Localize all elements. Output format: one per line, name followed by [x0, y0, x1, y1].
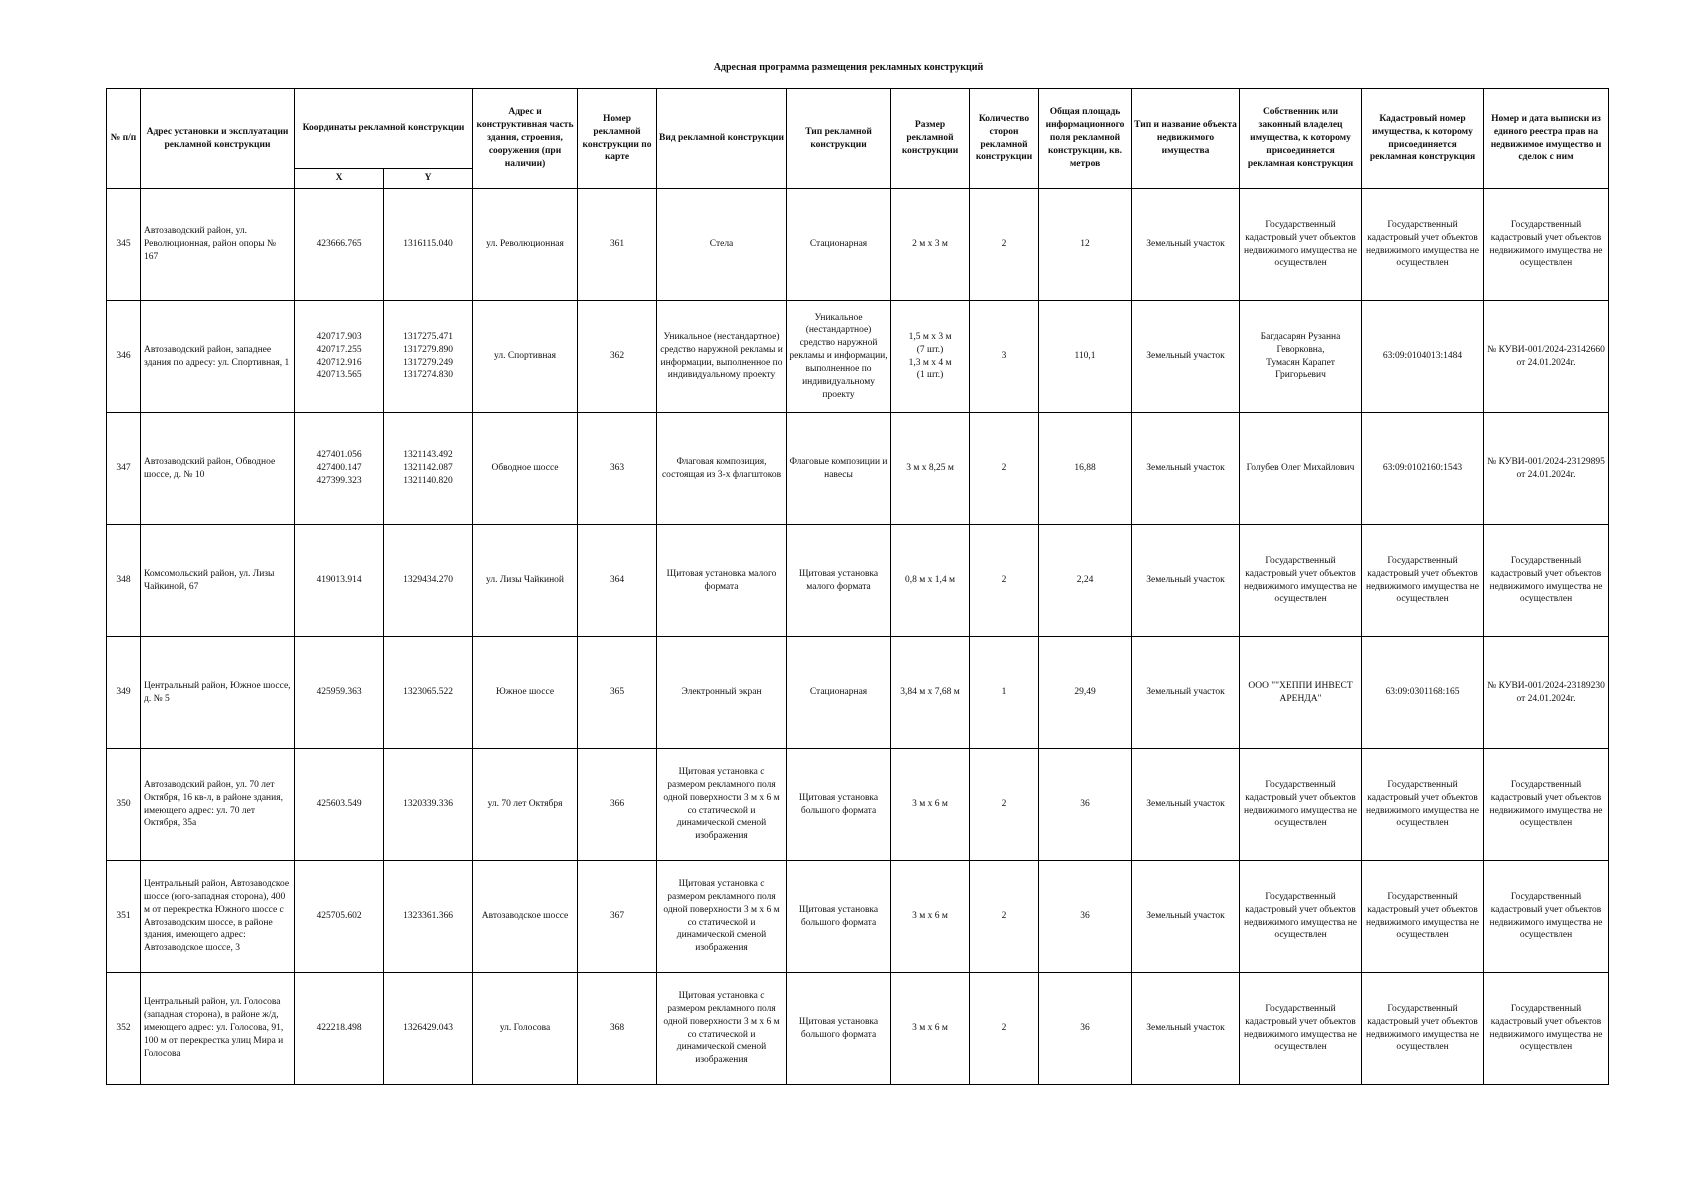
cell-object: Земельный участок [1132, 301, 1240, 413]
cell-cadastral: Государственный кадастровый учет объектов недвижимого имущества не осуществлен [1362, 973, 1484, 1085]
table-row [107, 861, 1609, 973]
cell-object: Земельный участок [1132, 413, 1240, 525]
header-coords: Координаты рекламной конструкции [295, 89, 473, 169]
cell-x: 425705.602 [295, 861, 384, 973]
cell-building: Южное шоссе [473, 637, 578, 749]
cell-num: 345 [107, 189, 141, 301]
cell-owner: Государственный кадастровый учет объектов недвижимого имущества не осуществлен [1240, 973, 1362, 1085]
cell-map-num: 362 [578, 301, 657, 413]
cell-x: 423666.765 [295, 189, 384, 301]
cell-address: Автозаводский район, Обводное шоссе, д. № 10 [141, 413, 295, 525]
header-map-num: Номер рекламной конструкции по карте [578, 89, 657, 189]
cell-type: Стационарная [787, 637, 891, 749]
cell-address: Автозаводский район, западнее здания по адресу: ул. Спортивная, 1 [141, 301, 295, 413]
cell-size: 3 м х 6 м [891, 973, 970, 1085]
cell-kind: Щитовая установка малого формата [657, 525, 787, 637]
cell-area: 36 [1039, 973, 1132, 1085]
table-row [107, 413, 1609, 525]
cell-object: Земельный участок [1132, 189, 1240, 301]
table-row [107, 525, 1609, 637]
header-sides: Количество сторон рекламной конструкции [970, 89, 1039, 189]
cell-address: Центральный район, ул. Голосова (западная сторона), в районе ж/д, имеющего адрес: ул. Голосова, 91, 100 м от перекрестка улиц Мира и Голосова [141, 973, 295, 1085]
cell-extract: № КУВИ-001/2024-23142660 от 24.01.2024г. [1484, 301, 1609, 413]
cell-building: ул. Голосова [473, 973, 578, 1085]
cell-kind: Щитовая установка с размером рекламного поля одной поверхности 3 м х 6 м со статической и динамической сменой изображения [657, 861, 787, 973]
cell-type: Уникальное (нестандартное) средство наружной рекламы и информации, выполненное по индивидуальному проекту [787, 301, 891, 413]
cell-sides: 2 [970, 973, 1039, 1085]
cell-extract: Государственный кадастровый учет объектов недвижимого имущества не осуществлен [1484, 861, 1609, 973]
cell-owner: Багдасарян Рузанна Геворковна, Тумасян Карапет Григорьевич [1240, 301, 1362, 413]
cell-x: 425603.549 [295, 749, 384, 861]
cell-num: 349 [107, 637, 141, 749]
cell-building: ул. Лизы Чайкиной [473, 525, 578, 637]
cell-size: 1,5 м х 3 м (7 шт.) 1,3 м х 4 м (1 шт.) [891, 301, 970, 413]
cell-address: Центральный район, Южное шоссе, д. № 5 [141, 637, 295, 749]
cell-map-num: 368 [578, 973, 657, 1085]
cell-address: Автозаводский район, ул. 70 лет Октября, 16 кв-л, в районе здания, имеющего адрес: ул. 70 лет Октября, 35а [141, 749, 295, 861]
header-cadastral: Кадастровый номер имущества, к которому присоединяется рекламная конструкция [1362, 89, 1484, 189]
cell-object: Земельный участок [1132, 525, 1240, 637]
header-size: Размер рекламной конструкции [891, 89, 970, 189]
cell-building: ул. 70 лет Октября [473, 749, 578, 861]
header-x: X [295, 169, 384, 189]
cell-address: Центральный район, Автозаводское шоссе (юго-западная сторона), 400 м от перекрестка Южного шоссе с Автозаводским шоссе, в районе здания, имеющего адрес: Автозаводское шоссе, 3 [141, 861, 295, 973]
cell-size: 2 м х 3 м [891, 189, 970, 301]
cell-type: Щитовая установка малого формата [787, 525, 891, 637]
cell-type: Щитовая установка большого формата [787, 861, 891, 973]
cell-cadastral: Государственный кадастровый учет объектов недвижимого имущества не осуществлен [1362, 189, 1484, 301]
header-extract: Номер и дата выписки из единого реестра прав на недвижимое имущество и сделок с ним [1484, 89, 1609, 189]
cell-kind: Флаговая композиция, состоящая из 3-х флагштоков [657, 413, 787, 525]
cell-area: 2,24 [1039, 525, 1132, 637]
cell-cadastral: Государственный кадастровый учет объектов недвижимого имущества не осуществлен [1362, 749, 1484, 861]
cell-sides: 1 [970, 637, 1039, 749]
cell-type: Щитовая установка большого формата [787, 749, 891, 861]
cell-object: Земельный участок [1132, 861, 1240, 973]
cell-owner: Государственный кадастровый учет объектов недвижимого имущества не осуществлен [1240, 189, 1362, 301]
cell-y: 1321143.492 1321142.087 1321140.820 [384, 413, 473, 525]
header-owner: Собственник или законный владелец имущества, к которому присоединяется рекламная конструкция [1240, 89, 1362, 189]
cell-object: Земельный участок [1132, 749, 1240, 861]
header-type: Тип рекламной конструкции [787, 89, 891, 189]
cell-building: ул. Спортивная [473, 301, 578, 413]
cell-x: 419013.914 [295, 525, 384, 637]
cell-area: 29,49 [1039, 637, 1132, 749]
header-building: Адрес и конструктивная часть здания, строения, сооружения (при наличии) [473, 89, 578, 189]
header-area: Общая площадь информационного поля рекламной конструкции, кв. метров [1039, 89, 1132, 189]
header-y: Y [384, 169, 473, 189]
cell-cadastral: Государственный кадастровый учет объектов недвижимого имущества не осуществлен [1362, 525, 1484, 637]
cell-type: Щитовая установка большого формата [787, 973, 891, 1085]
header-object: Тип и название объекта недвижимого имущества [1132, 89, 1240, 189]
table-row [107, 973, 1609, 1085]
cell-x: 422218.498 [295, 973, 384, 1085]
cell-size: 3 м х 6 м [891, 749, 970, 861]
cell-owner: Государственный кадастровый учет объектов недвижимого имущества не осуществлен [1240, 749, 1362, 861]
table-row [107, 637, 1609, 749]
cell-map-num: 363 [578, 413, 657, 525]
table-row [107, 301, 1609, 413]
cell-kind: Стела [657, 189, 787, 301]
cell-cadastral: 63:09:0102160:1543 [1362, 413, 1484, 525]
cell-num: 351 [107, 861, 141, 973]
cell-num: 350 [107, 749, 141, 861]
cell-kind: Щитовая установка с размером рекламного поля одной поверхности 3 м х 6 м со статической и динамической сменой изображения [657, 973, 787, 1085]
cell-extract: Государственный кадастровый учет объектов недвижимого имущества не осуществлен [1484, 189, 1609, 301]
cell-y: 1323361.366 [384, 861, 473, 973]
cell-building: ул. Революционная [473, 189, 578, 301]
cell-owner: ООО ""ХЕППИ ИНВЕСТ АРЕНДА" [1240, 637, 1362, 749]
cell-area: 36 [1039, 749, 1132, 861]
cell-building: Автозаводское шоссе [473, 861, 578, 973]
cell-sides: 2 [970, 525, 1039, 637]
header-num: № п/п [107, 89, 141, 189]
cell-kind: Щитовая установка с размером рекламного поля одной поверхности 3 м х 6 м со статической и динамической сменой изображения [657, 749, 787, 861]
cell-y: 1316115.040 [384, 189, 473, 301]
table-row [107, 749, 1609, 861]
cell-x: 420717.903 420717.255 420712.916 420713.565 [295, 301, 384, 413]
cell-num: 346 [107, 301, 141, 413]
cell-x: 427401.056 427400.147 427399.323 [295, 413, 384, 525]
cell-y: 1329434.270 [384, 525, 473, 637]
cell-extract: № КУВИ-001/2024-23189230 от 24.01.2024г. [1484, 637, 1609, 749]
cell-area: 36 [1039, 861, 1132, 973]
cell-area: 16,88 [1039, 413, 1132, 525]
document-title: Адресная программа размещения рекламных конструкций [713, 62, 984, 73]
cell-y: 1323065.522 [384, 637, 473, 749]
cell-y: 1320339.336 [384, 749, 473, 861]
cell-owner: Голубев Олег Михайлович [1240, 413, 1362, 525]
cell-y: 1317275.471 1317279.890 1317279.249 1317274.830 [384, 301, 473, 413]
cell-size: 3 м х 8,25 м [891, 413, 970, 525]
cell-size: 3,84 м х 7,68 м [891, 637, 970, 749]
cell-map-num: 366 [578, 749, 657, 861]
cell-size: 3 м х 6 м [891, 861, 970, 973]
table-header-row [107, 89, 1609, 169]
cell-map-num: 367 [578, 861, 657, 973]
cell-y: 1326429.043 [384, 973, 473, 1085]
cell-object: Земельный участок [1132, 637, 1240, 749]
cell-owner: Государственный кадастровый учет объектов недвижимого имущества не осуществлен [1240, 525, 1362, 637]
cell-cadastral: 63:09:0301168:165 [1362, 637, 1484, 749]
header-address: Адрес установки и эксплуатации рекламной конструкции [141, 89, 295, 189]
cell-object: Земельный участок [1132, 973, 1240, 1085]
cell-x: 425959.363 [295, 637, 384, 749]
cell-address: Автозаводский район, ул. Революционная, район опоры № 167 [141, 189, 295, 301]
cell-kind: Уникальное (нестандартное) средство наружной рекламы и информации, выполненное по индивидуальному проекту [657, 301, 787, 413]
cell-type: Флаговые композиции и навесы [787, 413, 891, 525]
cell-num: 347 [107, 413, 141, 525]
cell-map-num: 361 [578, 189, 657, 301]
cell-address: Комсомольский район, ул. Лизы Чайкиной, 67 [141, 525, 295, 637]
cell-sides: 2 [970, 861, 1039, 973]
cell-area: 110,1 [1039, 301, 1132, 413]
cell-num: 348 [107, 525, 141, 637]
cell-map-num: 364 [578, 525, 657, 637]
cell-building: Обводное шоссе [473, 413, 578, 525]
cell-type: Стационарная [787, 189, 891, 301]
cell-extract: № КУВИ-001/2024-23129895 от 24.01.2024г. [1484, 413, 1609, 525]
cell-sides: 2 [970, 749, 1039, 861]
cell-sides: 2 [970, 413, 1039, 525]
cell-cadastral: Государственный кадастровый учет объектов недвижимого имущества не осуществлен [1362, 861, 1484, 973]
cell-num: 352 [107, 973, 141, 1085]
cell-sides: 3 [970, 301, 1039, 413]
advertising-program-table [106, 88, 1609, 1085]
cell-cadastral: 63:09:0104013:1484 [1362, 301, 1484, 413]
cell-area: 12 [1039, 189, 1132, 301]
table-row [107, 189, 1609, 301]
cell-size: 0,8 м х 1,4 м [891, 525, 970, 637]
cell-owner: Государственный кадастровый учет объектов недвижимого имущества не осуществлен [1240, 861, 1362, 973]
cell-sides: 2 [970, 189, 1039, 301]
cell-extract: Государственный кадастровый учет объектов недвижимого имущества не осуществлен [1484, 525, 1609, 637]
cell-map-num: 365 [578, 637, 657, 749]
cell-extract: Государственный кадастровый учет объектов недвижимого имущества не осуществлен [1484, 973, 1609, 1085]
header-kind: Вид рекламной конструкции [657, 89, 787, 189]
cell-kind: Электронный экран [657, 637, 787, 749]
cell-extract: Государственный кадастровый учет объектов недвижимого имущества не осуществлен [1484, 749, 1609, 861]
